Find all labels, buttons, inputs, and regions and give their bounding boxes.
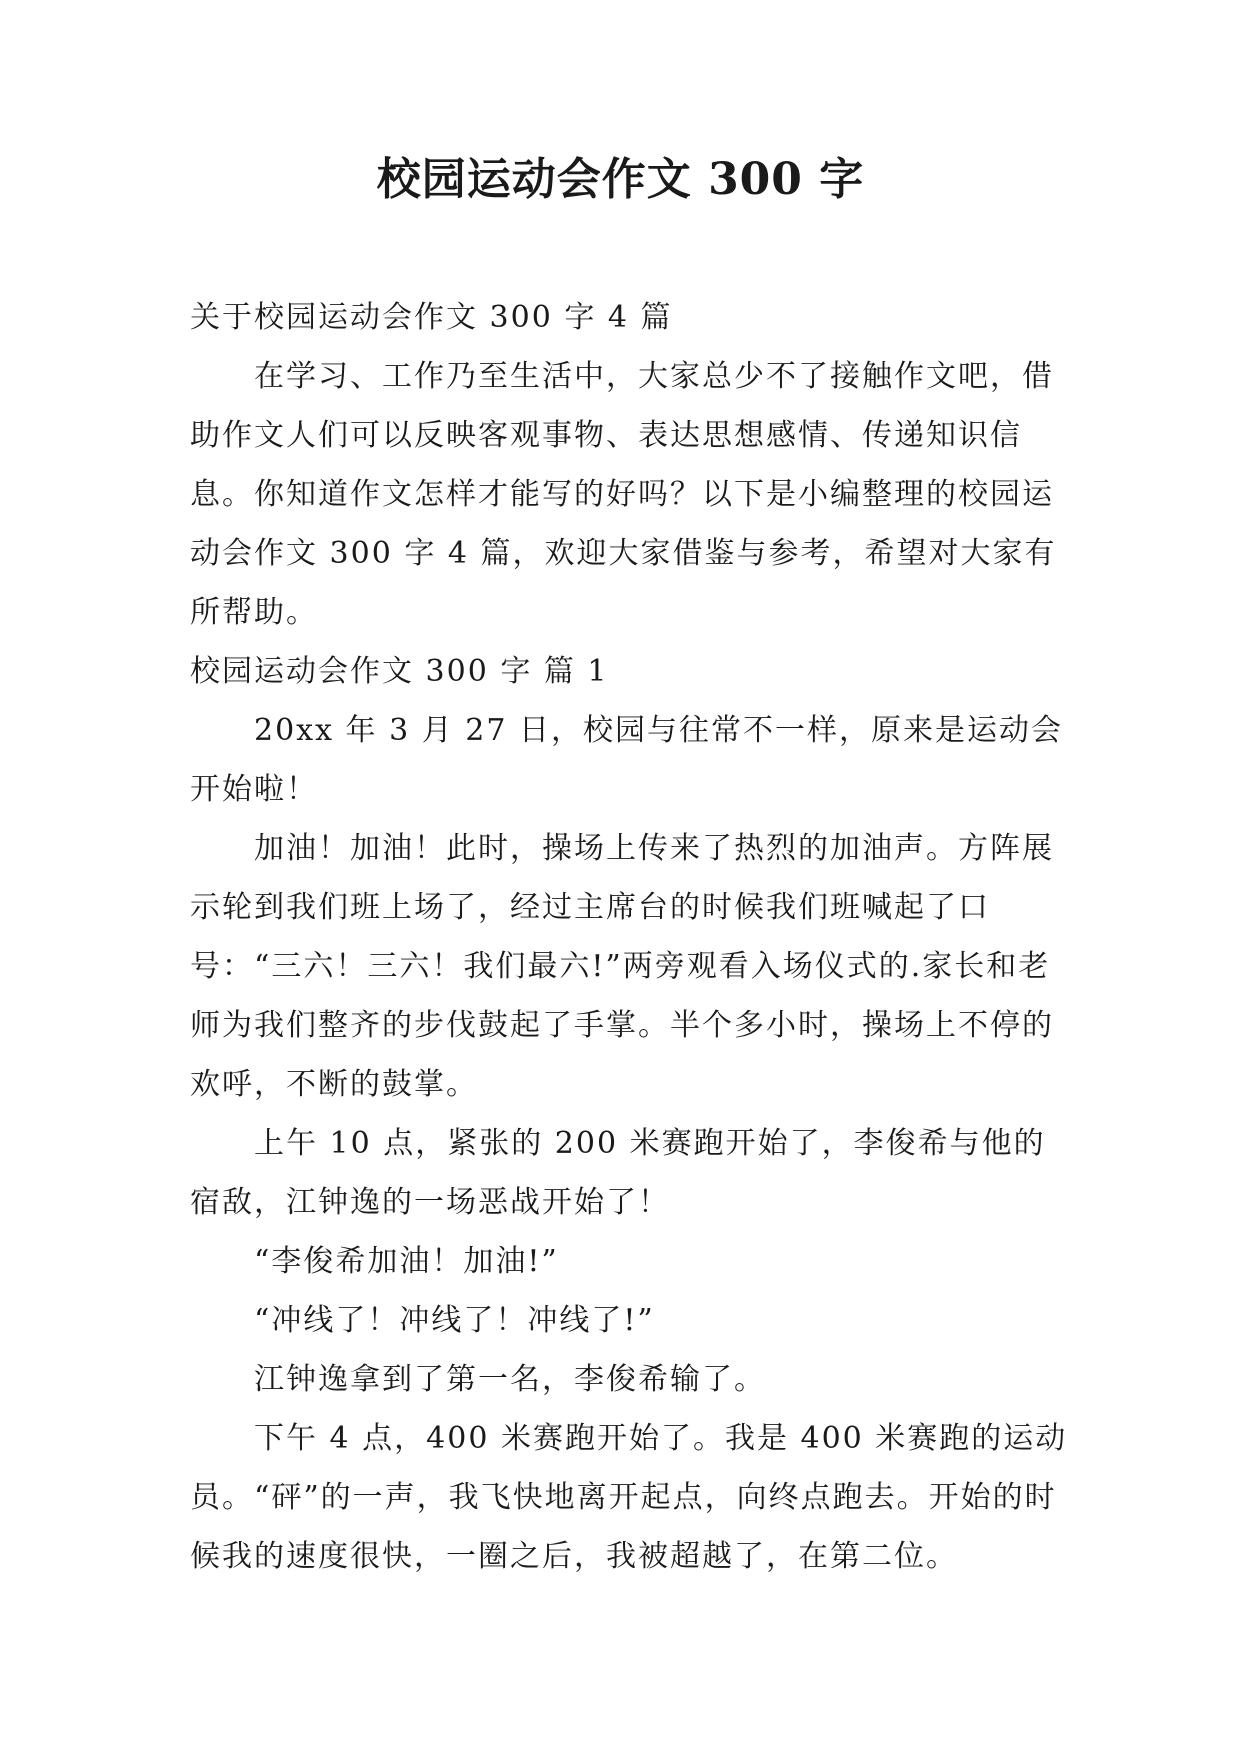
document-title: 校园运动会作文 300 字: [376, 154, 865, 205]
document-body: [190, 288, 1070, 1586]
body-paragraph: 20xx 年 3 月 27 日，校园与往常不一样，原来是运动会开始啦！: [190, 713, 1063, 807]
body-paragraph: 下午 4 点，400 米赛跑开始了。我是 400 米赛跑的运动员。“砰”的一声，我飞快地离开起点，向终点跑去。开始的时候我的速度很快，一圈之后，我被超越了，在第二位。: [190, 1421, 1068, 1574]
quote-paragraph: “李俊希加油！加油!”: [254, 1244, 559, 1279]
subtitle-paragraph: 关于校园运动会作文 300 字 4 篇: [190, 300, 673, 335]
body-paragraph: 加油！加油！此时，操场上传来了热烈的加油声。方阵展示轮到我们班上场了，经过主席台的时候我们班喊起了口号：“三六！三六！我们最六!”两旁观看入场仪式的.家长和老师为我们整齐的步伐鼓起了手掌。半个多小时，操场上不停的欢呼，不断的鼓掌。: [190, 831, 1054, 1102]
section-heading: 校园运动会作文 300 字 篇 1: [190, 654, 609, 689]
body-paragraph: 江钟逸拿到了第一名，李俊希输了。: [254, 1362, 766, 1397]
intro-paragraph: 在学习、工作乃至生活中，大家总少不了接触作文吧，借助作文人们可以反映客观事物、表达思想感情、传递知识信息。你知道作文怎样才能写的好吗？以下是小编整理的校园运动会作文 300 字 4 篇，欢迎大家借鉴与参考，希望对大家有所帮助。: [190, 359, 1057, 630]
body-paragraph: 上午 10 点，紧张的 200 米赛跑开始了，李俊希与他的宿敌，江钟逸的一场恶战开始了！: [190, 1126, 1046, 1220]
quote-paragraph: “冲线了！冲线了！冲线了!”: [254, 1303, 655, 1338]
